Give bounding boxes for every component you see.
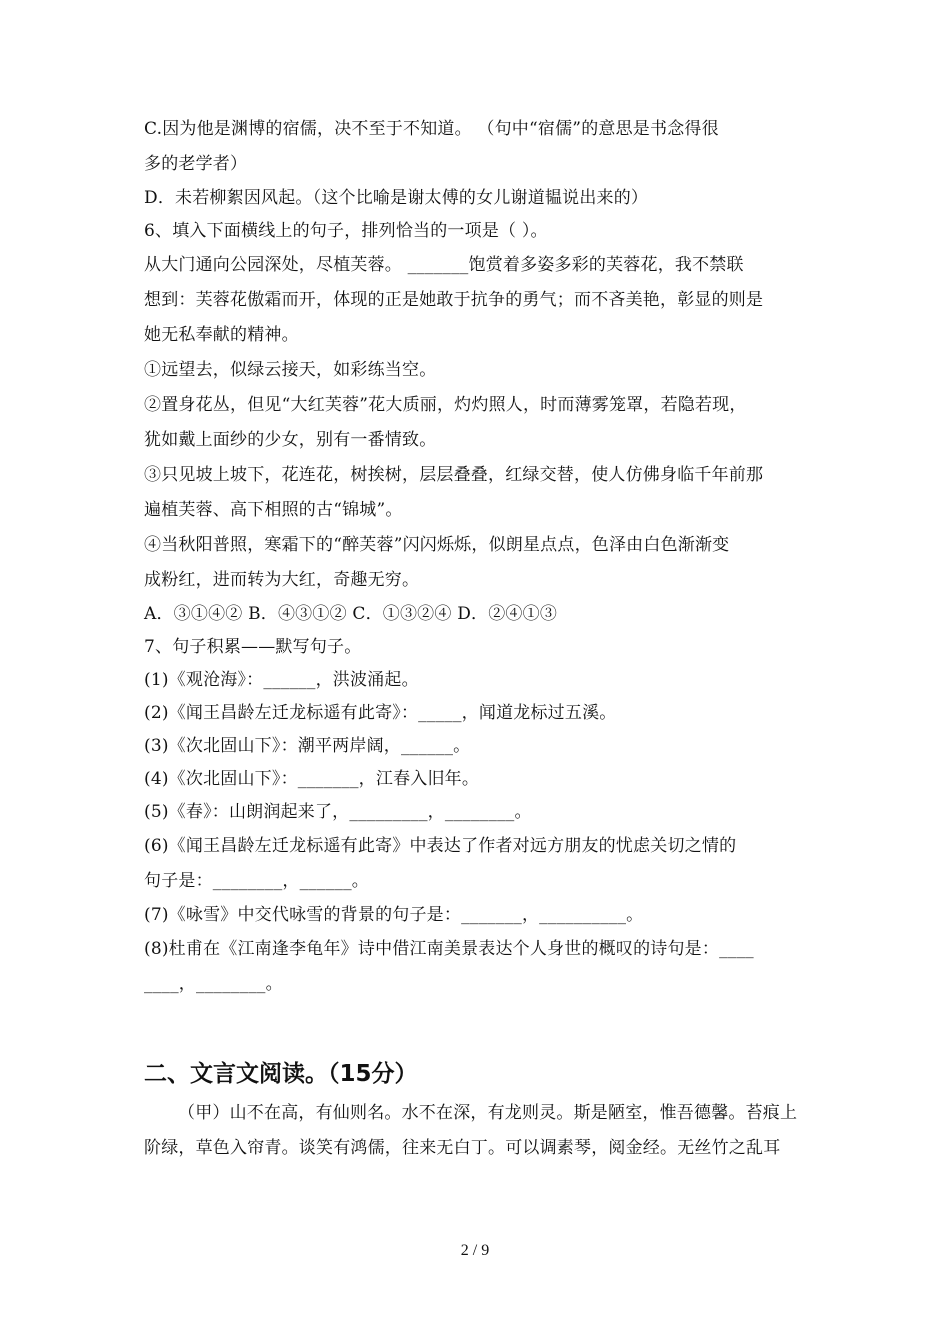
paragraph-line: 阶绿，草色入帘青。谈笑有鸿儒，往来无白丁。可以调素琴，阅金经。无丝竹之乱耳 — [144, 1138, 781, 1158]
section-heading: 二、文言文阅读。（15分） — [144, 1061, 418, 1087]
fill-item-4: (4)《次北固山下》：_______，江春入旧年。 — [144, 769, 480, 789]
answer-choices: A．③①④② B．④③①② C．①③②④ D．②④①③ — [144, 604, 558, 624]
fill-item-3: (3)《次北固山下》：潮平两岸阔，______。 — [144, 736, 471, 756]
text-line: 她无私奉献的精神。 — [144, 325, 299, 345]
option-2: ②置身花丛，但见“大红芙蓉”花大质丽，灼灼照人，时而薄雾笼罩，若隐若现， — [144, 395, 747, 415]
page-content — [144, 112, 814, 1166]
paragraph-line: （甲）山不在高，有仙则名。水不在深，有龙则灵。斯是陋室，惟吾德馨。苔痕上 — [178, 1103, 798, 1123]
fill-item-6: (6)《闻王昌龄左迁龙标遥有此寄》中表达了作者对远方朋友的忧虑关切之情的 — [144, 836, 737, 856]
question-6-title: 6、填入下面横线上的句子，排列恰当的一项是（ ）。 — [144, 221, 548, 241]
option-1: ①远望去，似绿云接天，如彩练当空。 — [144, 360, 437, 380]
text-line: C.因为他是渊博的宿儒，决不至于不知道。 （句中“宿儒”的意思是书念得很 — [144, 119, 719, 139]
fill-item-8: (8)杜甫在《江南逢李龟年》诗中借江南美景表达个人身世的概叹的诗句是：____ — [144, 939, 754, 959]
fill-item-5: (5)《春》：山朗润起来了，_________，________。 — [144, 802, 532, 822]
question-7-title: 7、句子积累——默写句子。 — [144, 637, 362, 657]
section-gap — [144, 1002, 814, 1054]
fill-item-2: (2)《闻王昌龄左迁龙标遥有此寄》：_____，闻道龙标过五溪。 — [144, 703, 617, 723]
text-line: 多的老学者） — [144, 154, 248, 174]
text-line: 遍植芙蓉、高下相照的古“锦城”。 — [144, 500, 403, 520]
text-line: ____，________。 — [144, 974, 283, 994]
text-line: 句子是：________，______。 — [144, 871, 369, 891]
page-number: 2 / 9 — [460, 1242, 490, 1259]
text-line: 成粉红，进而转为大红，奇趣无穷。 — [144, 570, 420, 590]
text-line: 犹如戴上面纱的少女，别有一番情致。 — [144, 430, 437, 450]
option-4: ④当秋阳普照，寒霜下的“醉芙蓉”闪闪烁烁，似朗星点点，色泽由白色渐渐变 — [144, 535, 730, 555]
fill-item-1: (1)《观沧海》：______，洪波涌起。 — [144, 670, 419, 690]
text-line: 想到：芙蓉花傲霜而开，体现的正是她敢于抗争的勇气；而不吝美艳，彰显的则是 — [144, 290, 764, 310]
fill-item-7: (7)《咏雪》中交代咏雪的背景的句子是：_______，__________。 — [144, 905, 644, 925]
text-line: 从大门通向公园深处，尽植芙蓉。 _______饱赏着多姿多彩的芙蓉花，我不禁联 — [144, 255, 744, 275]
text-line: D．未若柳絮因风起。（这个比喻是谢太傅的女儿谢道韫说出来的） — [144, 188, 649, 208]
option-3: ③只见坡上坡下，花连花，树挨树，层层叠叠，红绿交替，使人仿佛身临千年前那 — [144, 465, 764, 485]
